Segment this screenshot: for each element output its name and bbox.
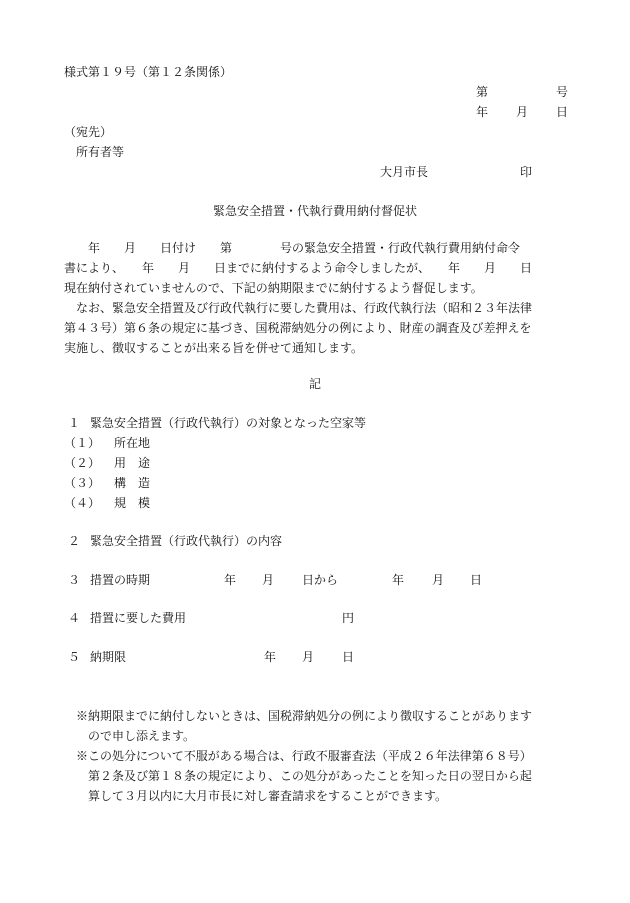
item1-label: 緊急安全措置（行政代執行）の対象となった空家等 [90, 416, 367, 430]
item2-number: ２ [68, 534, 81, 548]
item3-from-day: 日から [302, 573, 339, 587]
ki-heading: 記 [308, 377, 321, 391]
item1-number: １ [68, 416, 81, 430]
item2-label: 緊急安全措置（行政代執行）の内容 [90, 534, 283, 548]
sub4-label: 規 模 [114, 496, 151, 510]
item4-unit: 円 [342, 611, 355, 625]
body-line: 年 月 日付け 第 号の緊急安全措置・行政代執行費用納付命令 [64, 241, 521, 255]
item4-number: ４ [68, 611, 81, 625]
item5-day: 日 [342, 650, 355, 664]
doc-date-month: 月 [516, 105, 529, 119]
item3-from-year: 年 [224, 573, 237, 587]
item4-label: 措置に要した費用 [90, 611, 187, 625]
note-line: ので申し添えます。 [88, 729, 196, 743]
form-label: 様式第１９号（第１２条関係） [64, 65, 233, 79]
body-line: 第４３号）第６条の規定に基づき、国税滞納処分の例により、財産の調査及び差押えを [64, 321, 532, 335]
addressee-label: （宛先） [64, 125, 113, 139]
sub2-number: （２） [64, 456, 101, 470]
sender-title: 大月市長 [380, 165, 429, 179]
item3-to-year: 年 [392, 573, 405, 587]
document-title: 緊急安全措置・代執行費用納付督促状 [212, 204, 417, 218]
note-line: 算して３月以内に大月市長に対し審査請求をすることができます。 [88, 789, 448, 803]
notes [76, 706, 572, 806]
addressee-name: 所有者等 [76, 145, 125, 159]
sub4-number: （４） [64, 496, 101, 510]
item3-from-month: 月 [262, 573, 275, 587]
item5-label: 納期限 [90, 650, 127, 664]
doc-number-suffix: 号 [556, 85, 569, 99]
body-line: なお、緊急安全措置及び行政代執行に要した費用は、行政代執行法（昭和２３年法律 [64, 301, 533, 315]
item3-label: 措置の時期 [90, 573, 151, 587]
seal-mark: 印 [520, 165, 533, 179]
sub1-label: 所在地 [114, 436, 151, 450]
doc-date-year: 年 [476, 105, 489, 119]
item5-year: 年 [264, 650, 277, 664]
body-line: 現在納付されていませんので、下記の納期限までに納付するよう督促します。 [64, 281, 483, 295]
item3-number: ３ [68, 573, 81, 587]
note-line: 第２条及び第１８条の規定により、この処分があったことを知った日の翌日から起 [88, 769, 532, 783]
doc-number-prefix: 第 [476, 85, 489, 99]
body-line: 実施し、徴収することが出来る旨を併せて通知します。 [64, 341, 364, 355]
note-line: ※納期限までに納付しないときは、国税滞納処分の例により徴収することがあります [76, 709, 533, 723]
sub2-label: 用 途 [114, 456, 151, 470]
sub1-number: （１） [64, 436, 101, 450]
body-line: 書により、 年 月 日までに納付するよう命令しましたが、 年 月 日 [64, 261, 533, 275]
item5-number: ５ [68, 650, 81, 664]
sub3-number: （３） [64, 476, 101, 490]
note-line: ※この処分について不服がある場合は、行政不服審査法（平成２６年法律第６８号） [76, 749, 532, 763]
item5-month: 月 [302, 650, 315, 664]
doc-date-day: 日 [556, 105, 569, 119]
item3-to-day: 日 [470, 573, 483, 587]
item3-to-month: 月 [432, 573, 445, 587]
body-text [64, 238, 568, 358]
sub3-label: 構 造 [114, 476, 151, 490]
